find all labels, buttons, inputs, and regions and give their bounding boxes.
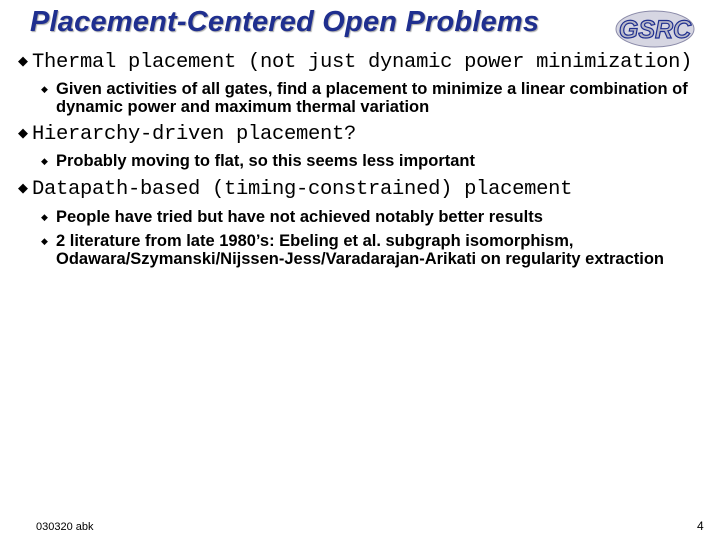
subbullet-thermal-activities <box>41 80 706 116</box>
bullet-thermal-placement <box>18 50 692 75</box>
diamond-bullet-icon: ◆ <box>18 126 28 141</box>
diamond-bullet-icon: ◆ <box>18 181 28 196</box>
diamond-bullet-icon: ◆ <box>18 54 28 69</box>
subbullet-text: 2 literature from late 1980’s: Ebeling et al. subgraph isomorphism, Odawara/Szymanski/Nijssen-Jess/Varadarajan-Arikati on regularity extraction <box>56 232 665 268</box>
bullet-text: Hierarchy-driven placement? <box>32 123 357 146</box>
bullet-hierarchy-placement <box>18 122 356 147</box>
small-diamond-bullet-icon: ◆ <box>41 212 48 222</box>
subbullet-hierarchy-flat <box>41 152 706 170</box>
subbullet-text: Probably moving to flat, so this seems less important <box>56 152 476 170</box>
subbullet-text: Given activities of all gates, find a placement to minimize a linear combination of dynamic power and maximum thermal variation <box>56 80 688 116</box>
bullet-text: Thermal placement (not just dynamic power minimization) <box>32 51 693 74</box>
bullet-datapath-placement <box>18 177 572 202</box>
subbullet-text: People have tried but have not achieved notably better results <box>56 208 543 226</box>
small-diamond-bullet-icon: ◆ <box>41 156 48 166</box>
subbullet-datapath-tried <box>41 208 706 226</box>
slide-title: Placement-Centered Open Problems <box>30 6 540 38</box>
page-number: 4 <box>697 519 704 533</box>
logo-text: GSRC <box>618 16 692 44</box>
footer-date: 030320 abk <box>36 521 94 533</box>
small-diamond-bullet-icon: ◆ <box>41 236 48 246</box>
bullet-text: Datapath-based (timing-constrained) placement <box>32 178 573 201</box>
subbullet-datapath-literature <box>41 232 706 268</box>
small-diamond-bullet-icon: ◆ <box>41 84 48 94</box>
